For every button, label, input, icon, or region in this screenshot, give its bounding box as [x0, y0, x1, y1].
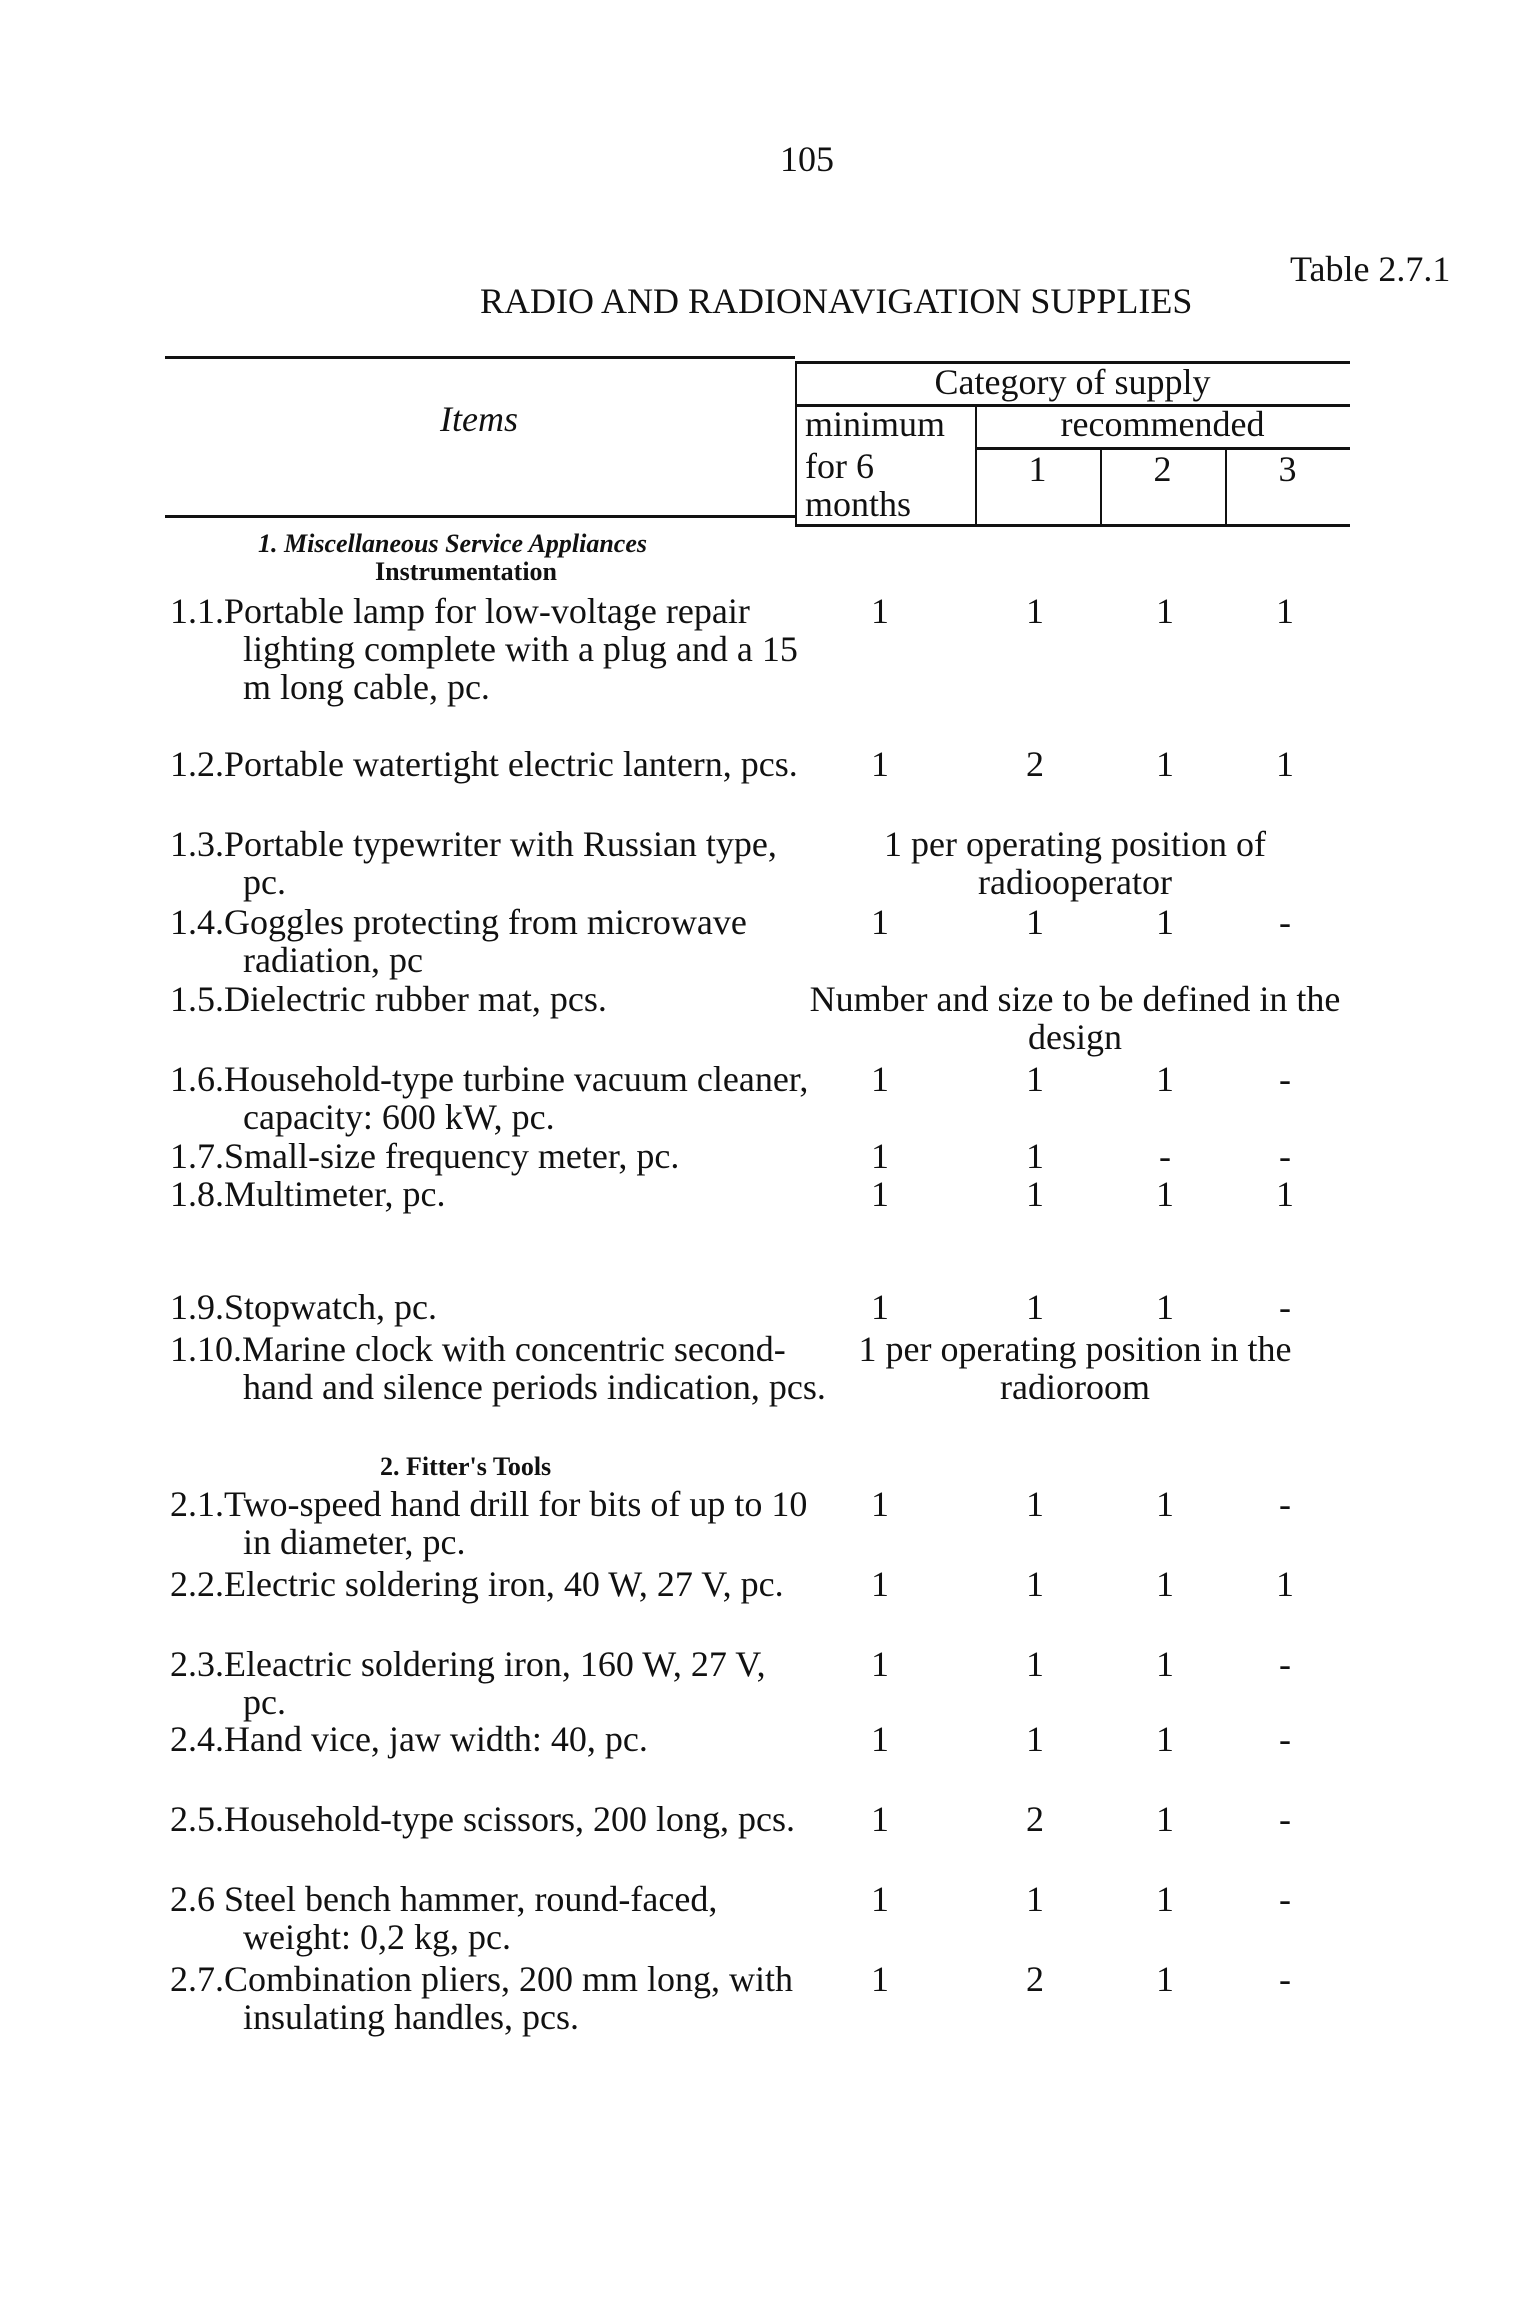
item-label-line1: 2.4.Hand vice, jaw width: 40, pc. — [170, 1719, 648, 1759]
item-label-line1: 1.4.Goggles protecting from microwave — [170, 902, 747, 942]
value-cell-col1: 2 — [1026, 744, 1044, 784]
value-cell-col0: 1 — [871, 1959, 889, 1999]
value-cell-col3: - — [1279, 1059, 1291, 1099]
value-cell-col2: - — [1159, 1136, 1171, 1176]
value-cell-col2: 1 — [1156, 1484, 1174, 1524]
value-cell-col2: 1 — [1156, 1174, 1174, 1214]
header-bottom-rule-left — [165, 515, 795, 518]
merged-value-line2: radioroom — [1000, 1367, 1150, 1407]
item-label-line3: m long cable, pc. — [243, 667, 490, 707]
value-cell-col2: 1 — [1156, 1564, 1174, 1604]
item-label-line2: in diameter, pc. — [243, 1522, 466, 1562]
value-cell-col1: 1 — [1026, 1059, 1044, 1099]
header-minimum-line2: for 6 — [805, 446, 874, 486]
value-cell-col2: 1 — [1156, 744, 1174, 784]
value-cell-col2: 1 — [1156, 1059, 1174, 1099]
header-col-3: 3 — [1278, 449, 1297, 489]
header-col-2: 2 — [1153, 449, 1172, 489]
value-cell-col2: 1 — [1156, 1799, 1174, 1839]
item-label-line1: 2.5.Household-type scissors, 200 long, pcs. — [170, 1799, 795, 1839]
value-cell-col3: - — [1279, 1879, 1291, 1919]
value-cell-col0: 1 — [871, 1879, 889, 1919]
page-number: 105 — [780, 139, 834, 179]
item-label-line2: radiation, pc — [243, 940, 423, 980]
item-label-line1: 1.2.Portable watertight electric lantern, pcs. — [170, 744, 798, 784]
header-col-1: 1 — [1028, 449, 1047, 489]
value-cell-col0: 1 — [871, 1484, 889, 1524]
header-minimum-line1: minimum — [805, 404, 946, 444]
value-cell-col2: 1 — [1156, 1287, 1174, 1327]
value-cell-col0: 1 — [871, 591, 889, 631]
header-category: Category of supply — [934, 362, 1211, 402]
value-cell-col3: 1 — [1276, 1564, 1294, 1604]
value-cell-col0: 1 — [871, 1174, 889, 1214]
value-cell-col3: - — [1279, 1799, 1291, 1839]
value-cell-col3: - — [1279, 902, 1291, 942]
value-cell-col3: - — [1279, 1644, 1291, 1684]
value-cell-col3: - — [1279, 1484, 1291, 1524]
value-cell-col0: 1 — [871, 1136, 889, 1176]
merged-value-line1: 1 per operating position of — [884, 824, 1266, 864]
item-label-line1: 2.7.Combination pliers, 200 mm long, with — [170, 1959, 793, 1999]
table-label: Table 2.7.1 — [1290, 249, 1451, 289]
section-heading: 1. Miscellaneous Service Appliances — [258, 529, 648, 558]
item-label-line2: pc. — [243, 862, 286, 902]
item-label-line1: 2.3.Eleactric soldering iron, 160 W, 27 V, — [170, 1644, 766, 1684]
merged-value-line2: radiooperator — [978, 862, 1172, 902]
merged-value-line1: 1 per operating position in the — [858, 1329, 1292, 1369]
value-cell-col0: 1 — [871, 1564, 889, 1604]
value-cell-col0: 1 — [871, 1644, 889, 1684]
value-cell-col3: - — [1279, 1136, 1291, 1176]
value-cell-col0: 1 — [871, 744, 889, 784]
value-cell-col3: 1 — [1276, 744, 1294, 784]
item-label-line1: 2.6 Steel bench hammer, round-faced, — [170, 1879, 718, 1919]
value-cell-col1: 2 — [1026, 1799, 1044, 1839]
item-label-line2: lighting complete with a plug and a 15 — [243, 629, 798, 669]
section-subheading: Instrumentation — [375, 557, 558, 586]
header-bottom-rule-right — [795, 524, 1350, 527]
item-label-line2: capacity: 600 kW, pc. — [243, 1097, 555, 1137]
value-cell-col1: 1 — [1026, 902, 1044, 942]
section-heading: 2. Fitter's Tools — [380, 1452, 552, 1481]
value-cell-col1: 1 — [1026, 1136, 1044, 1176]
value-cell-col2: 1 — [1156, 1959, 1174, 1999]
item-label-line1: 1.6.Household-type turbine vacuum cleaner, — [170, 1059, 809, 1099]
value-cell-col1: 2 — [1026, 1959, 1044, 1999]
merged-value-line1: Number and size to be defined in the — [809, 979, 1341, 1019]
item-label-line2: pc. — [243, 1682, 286, 1722]
value-cell-col2: 1 — [1156, 1644, 1174, 1684]
value-cell-col2: 1 — [1156, 1719, 1174, 1759]
value-cell-col1: 1 — [1026, 1484, 1044, 1524]
item-label-line1: 1.7.Small-size frequency meter, pc. — [170, 1136, 680, 1176]
item-label-line1: 2.2.Electric soldering iron, 40 W, 27 V, pc. — [170, 1564, 784, 1604]
page-title: RADIO AND RADIONAVIGATION SUPPLIES — [480, 281, 1193, 321]
header-items: Items — [440, 399, 518, 439]
item-label-line1: 1.3.Portable typewriter with Russian type, — [170, 824, 777, 864]
item-label-line2: weight: 0,2 kg, pc. — [243, 1917, 511, 1957]
item-label-line2: insulating handles, pcs. — [243, 1997, 579, 2037]
header-minimum-line3: months — [805, 484, 912, 524]
value-cell-col3: - — [1279, 1287, 1291, 1327]
item-label-line1: 2.1.Two-speed hand drill for bits of up to 10 — [170, 1484, 808, 1524]
value-cell-col2: 1 — [1156, 902, 1174, 942]
value-cell-col1: 1 — [1026, 591, 1044, 631]
value-cell-col3: 1 — [1276, 1174, 1294, 1214]
value-cell-col2: 1 — [1156, 591, 1174, 631]
item-label-line2: hand and silence periods indication, pcs. — [243, 1367, 826, 1407]
item-label-line1: 1.10.Marine clock with concentric second- — [170, 1329, 786, 1369]
value-cell-col2: 1 — [1156, 1879, 1174, 1919]
item-label-line1: 1.5.Dielectric rubber mat, pcs. — [170, 979, 607, 1019]
value-cell-col0: 1 — [871, 1799, 889, 1839]
value-cell-col1: 1 — [1026, 1719, 1044, 1759]
value-cell-col3: - — [1279, 1719, 1291, 1759]
header-recommended: recommended — [1060, 404, 1265, 444]
value-cell-col0: 1 — [871, 1287, 889, 1327]
item-label-line1: 1.9.Stopwatch, pc. — [170, 1287, 437, 1327]
item-label-line1: 1.1.Portable lamp for low-voltage repair — [170, 591, 750, 631]
value-cell-col1: 1 — [1026, 1644, 1044, 1684]
item-label-line1: 1.8.Multimeter, pc. — [170, 1174, 446, 1214]
value-cell-col0: 1 — [871, 902, 889, 942]
value-cell-col0: 1 — [871, 1719, 889, 1759]
value-cell-col1: 1 — [1026, 1174, 1044, 1214]
value-cell-col1: 1 — [1026, 1879, 1044, 1919]
value-cell-col0: 1 — [871, 1059, 889, 1099]
value-cell-col3: - — [1279, 1959, 1291, 1999]
value-cell-col1: 1 — [1026, 1287, 1044, 1327]
value-cell-col3: 1 — [1276, 591, 1294, 631]
merged-value-line2: design — [1028, 1017, 1122, 1057]
value-cell-col1: 1 — [1026, 1564, 1044, 1604]
header-top-rule-left — [165, 356, 795, 359]
